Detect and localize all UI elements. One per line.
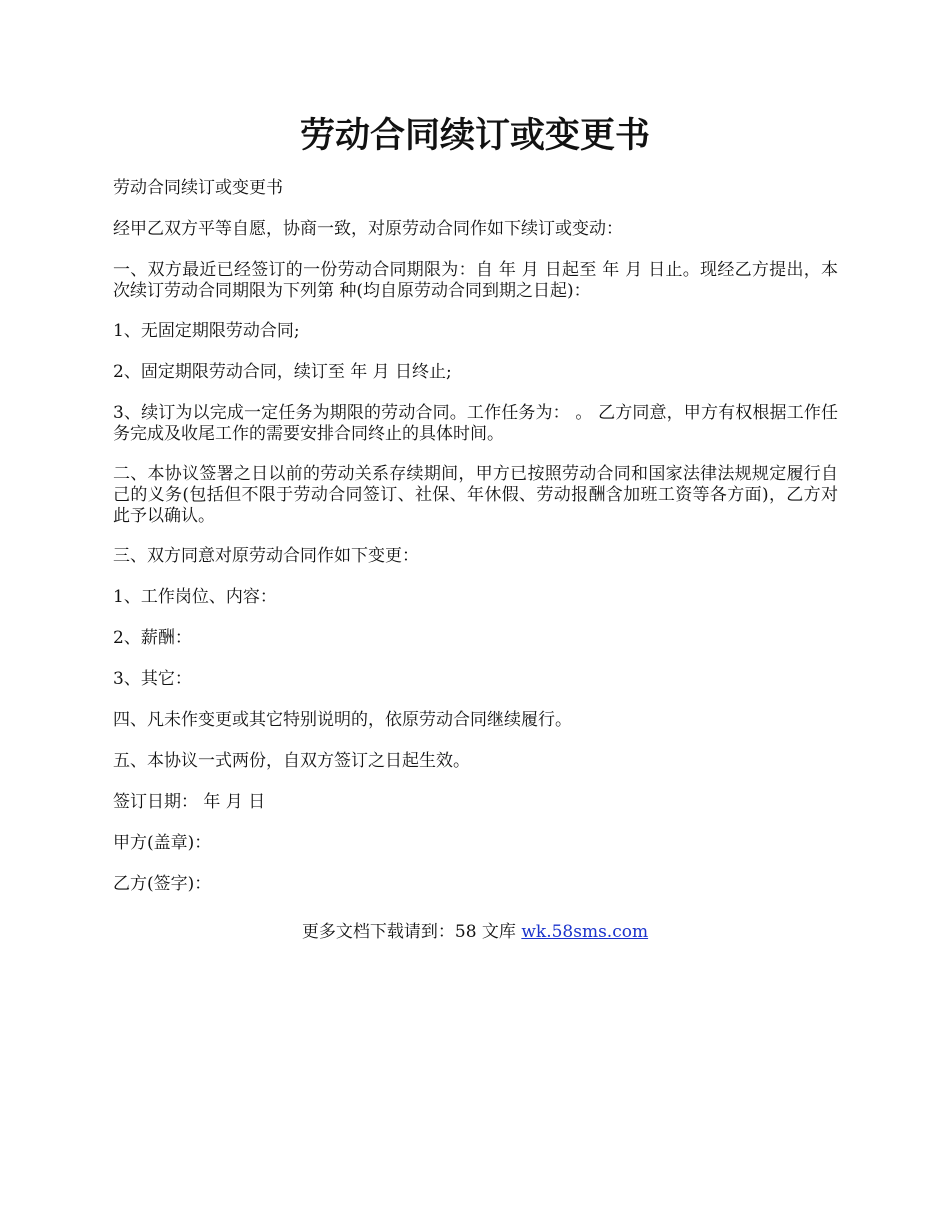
footer-prefix: 更多文档下载请到：58 文库 xyxy=(301,922,522,942)
document-body xyxy=(113,178,838,915)
paragraph-option-3: 3、续订为以完成一定任务为期限的劳动合同。工作任务为： 。 乙方同意，甲方有权根据工作任务完成及收尾工作的需要安排合同终止的具体时间。 xyxy=(113,403,838,444)
paragraph-change-1: 1、工作岗位、内容： xyxy=(113,587,277,607)
paragraph-clause-4: 四、凡未作变更或其它特别说明的，依原劳动合同继续履行。 xyxy=(113,710,572,730)
paragraph-clause-3: 三、双方同意对原劳动合同作如下变更： xyxy=(113,546,419,566)
paragraph-intro: 经甲乙双方平等自愿，协商一致，对原劳动合同作如下续订或变动： xyxy=(113,219,623,239)
footer-link[interactable]: wk.58sms.com xyxy=(521,922,649,942)
paragraph-subtitle: 劳动合同续订或变更书 xyxy=(113,178,283,198)
paragraph-change-2: 2、薪酬： xyxy=(113,628,192,648)
document-title: 劳动合同续订或变更书 xyxy=(299,115,650,156)
paragraph-option-1: 1、无固定期限劳动合同; xyxy=(113,321,300,341)
footer-download-note xyxy=(0,921,950,943)
paragraph-change-3: 3、其它： xyxy=(113,669,192,689)
paragraph-clause-5: 五、本协议一式两份，自双方签订之日起生效。 xyxy=(113,751,470,771)
paragraph-option-2: 2、固定期限劳动合同，续订至 年 月 日终止; xyxy=(113,362,452,382)
paragraph-clause-1: 一、双方最近已经签订的一份劳动合同期限为：自 年 月 日起至 年 月 日止。现经乙方提出，本次续订劳动合同期限为下列第 种(均自原劳动合同到期之日起)： xyxy=(113,260,838,301)
paragraph-party-b: 乙方(签字)： xyxy=(113,874,212,894)
paragraph-sign-date: 签订日期： 年 月 日 xyxy=(113,792,266,812)
paragraph-clause-2: 二、本协议签署之日以前的劳动关系存续期间，甲方已按照劳动合同和国家法律法规规定履行自己的义务(包括但不限于劳动合同签订、社保、年休假、劳动报酬含加班工资等各方面)，乙方对此予以确认。 xyxy=(113,464,838,526)
paragraph-party-a: 甲方(盖章)： xyxy=(113,833,212,853)
